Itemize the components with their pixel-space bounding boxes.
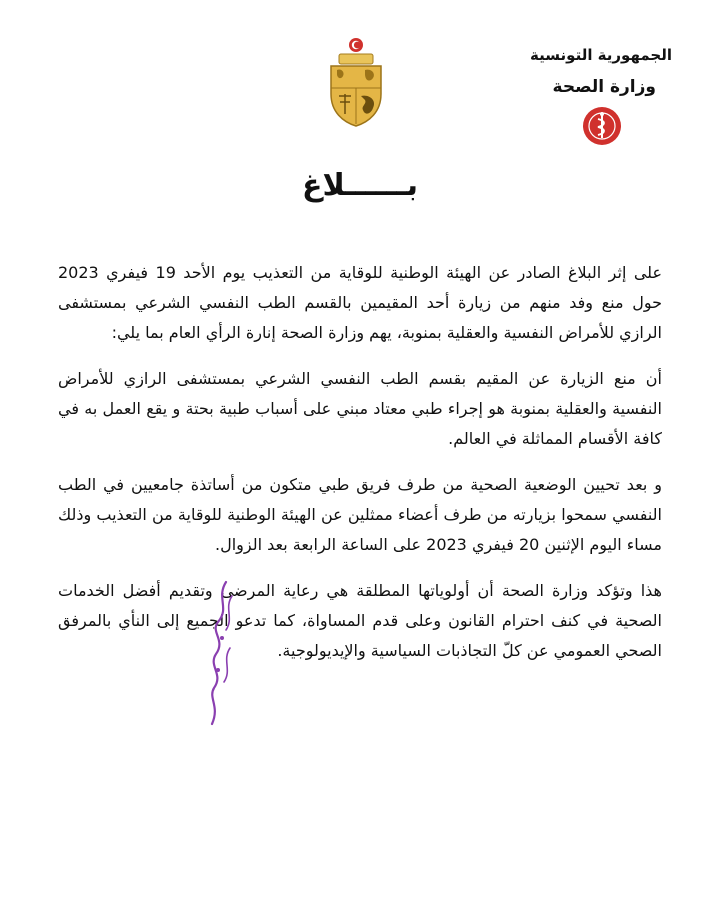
- handwritten-stamp-icon: [196, 578, 242, 728]
- ministry-of-health-logo-icon: [582, 106, 622, 146]
- tunisia-coat-of-arms-icon: [325, 36, 387, 128]
- document-title: بــــــلاغ: [301, 168, 419, 203]
- ministry-header: [472, 44, 672, 100]
- document-body: [58, 258, 662, 682]
- paragraph-3: و بعد تحيين الوضعية الصحية من طرف فريق طبي متكون من أساتذة جامعيين في الطب النفسي سمحوا بزيارته من طرف أعضاء ممثلين عن الهيئة الوطنية للوقاية من التعذيب وذلك مساء اليوم الإثنين 20 فيفري 2023 على الساعة الرابعة بعد الزوال.: [58, 475, 662, 554]
- paragraph-2: أن منع الزيارة عن المقيم بقسم الطب النفسي الشرعي بمستشفى الرازي للأمراض النفسية والعقلية بمنوبة هو إجراء طبي معتاد مبني على أسباب طبية بحتة و يقع العمل به في كافة الأقسام المماثلة في العالم.: [58, 369, 662, 448]
- paragraph-1: على إثر البلاغ الصادر عن الهيئة الوطنية للوقاية من التعذيب يوم الأحد 19 فيفري 2023 حول منع وفد منهم من زيارة أحد المقيمين بالقسم الطب النفسي الشرعي بمستشفى الرازي للأمراض النفسية والعقلية بمنوبة، يهم وزارة الصحة إنارة الرأي العام بما يلي:: [58, 263, 663, 342]
- paragraph-4: هذا وتؤكد وزارة الصحة أن أولوياتها المطلقة هي رعاية المرضى وتقديم أفضل الخدمات الصحية في كنف احترام القانون وعلى قدم المساواة، كما تدعو الجميع إلى النأي بالمرفق الصحي العمومي عن كلّ التجاذبات السياسية والإيديولوجية.: [58, 581, 662, 660]
- ministry-name: وزارة الصحة: [552, 77, 656, 97]
- republic-name: الجمهورية التونسية: [530, 46, 672, 64]
